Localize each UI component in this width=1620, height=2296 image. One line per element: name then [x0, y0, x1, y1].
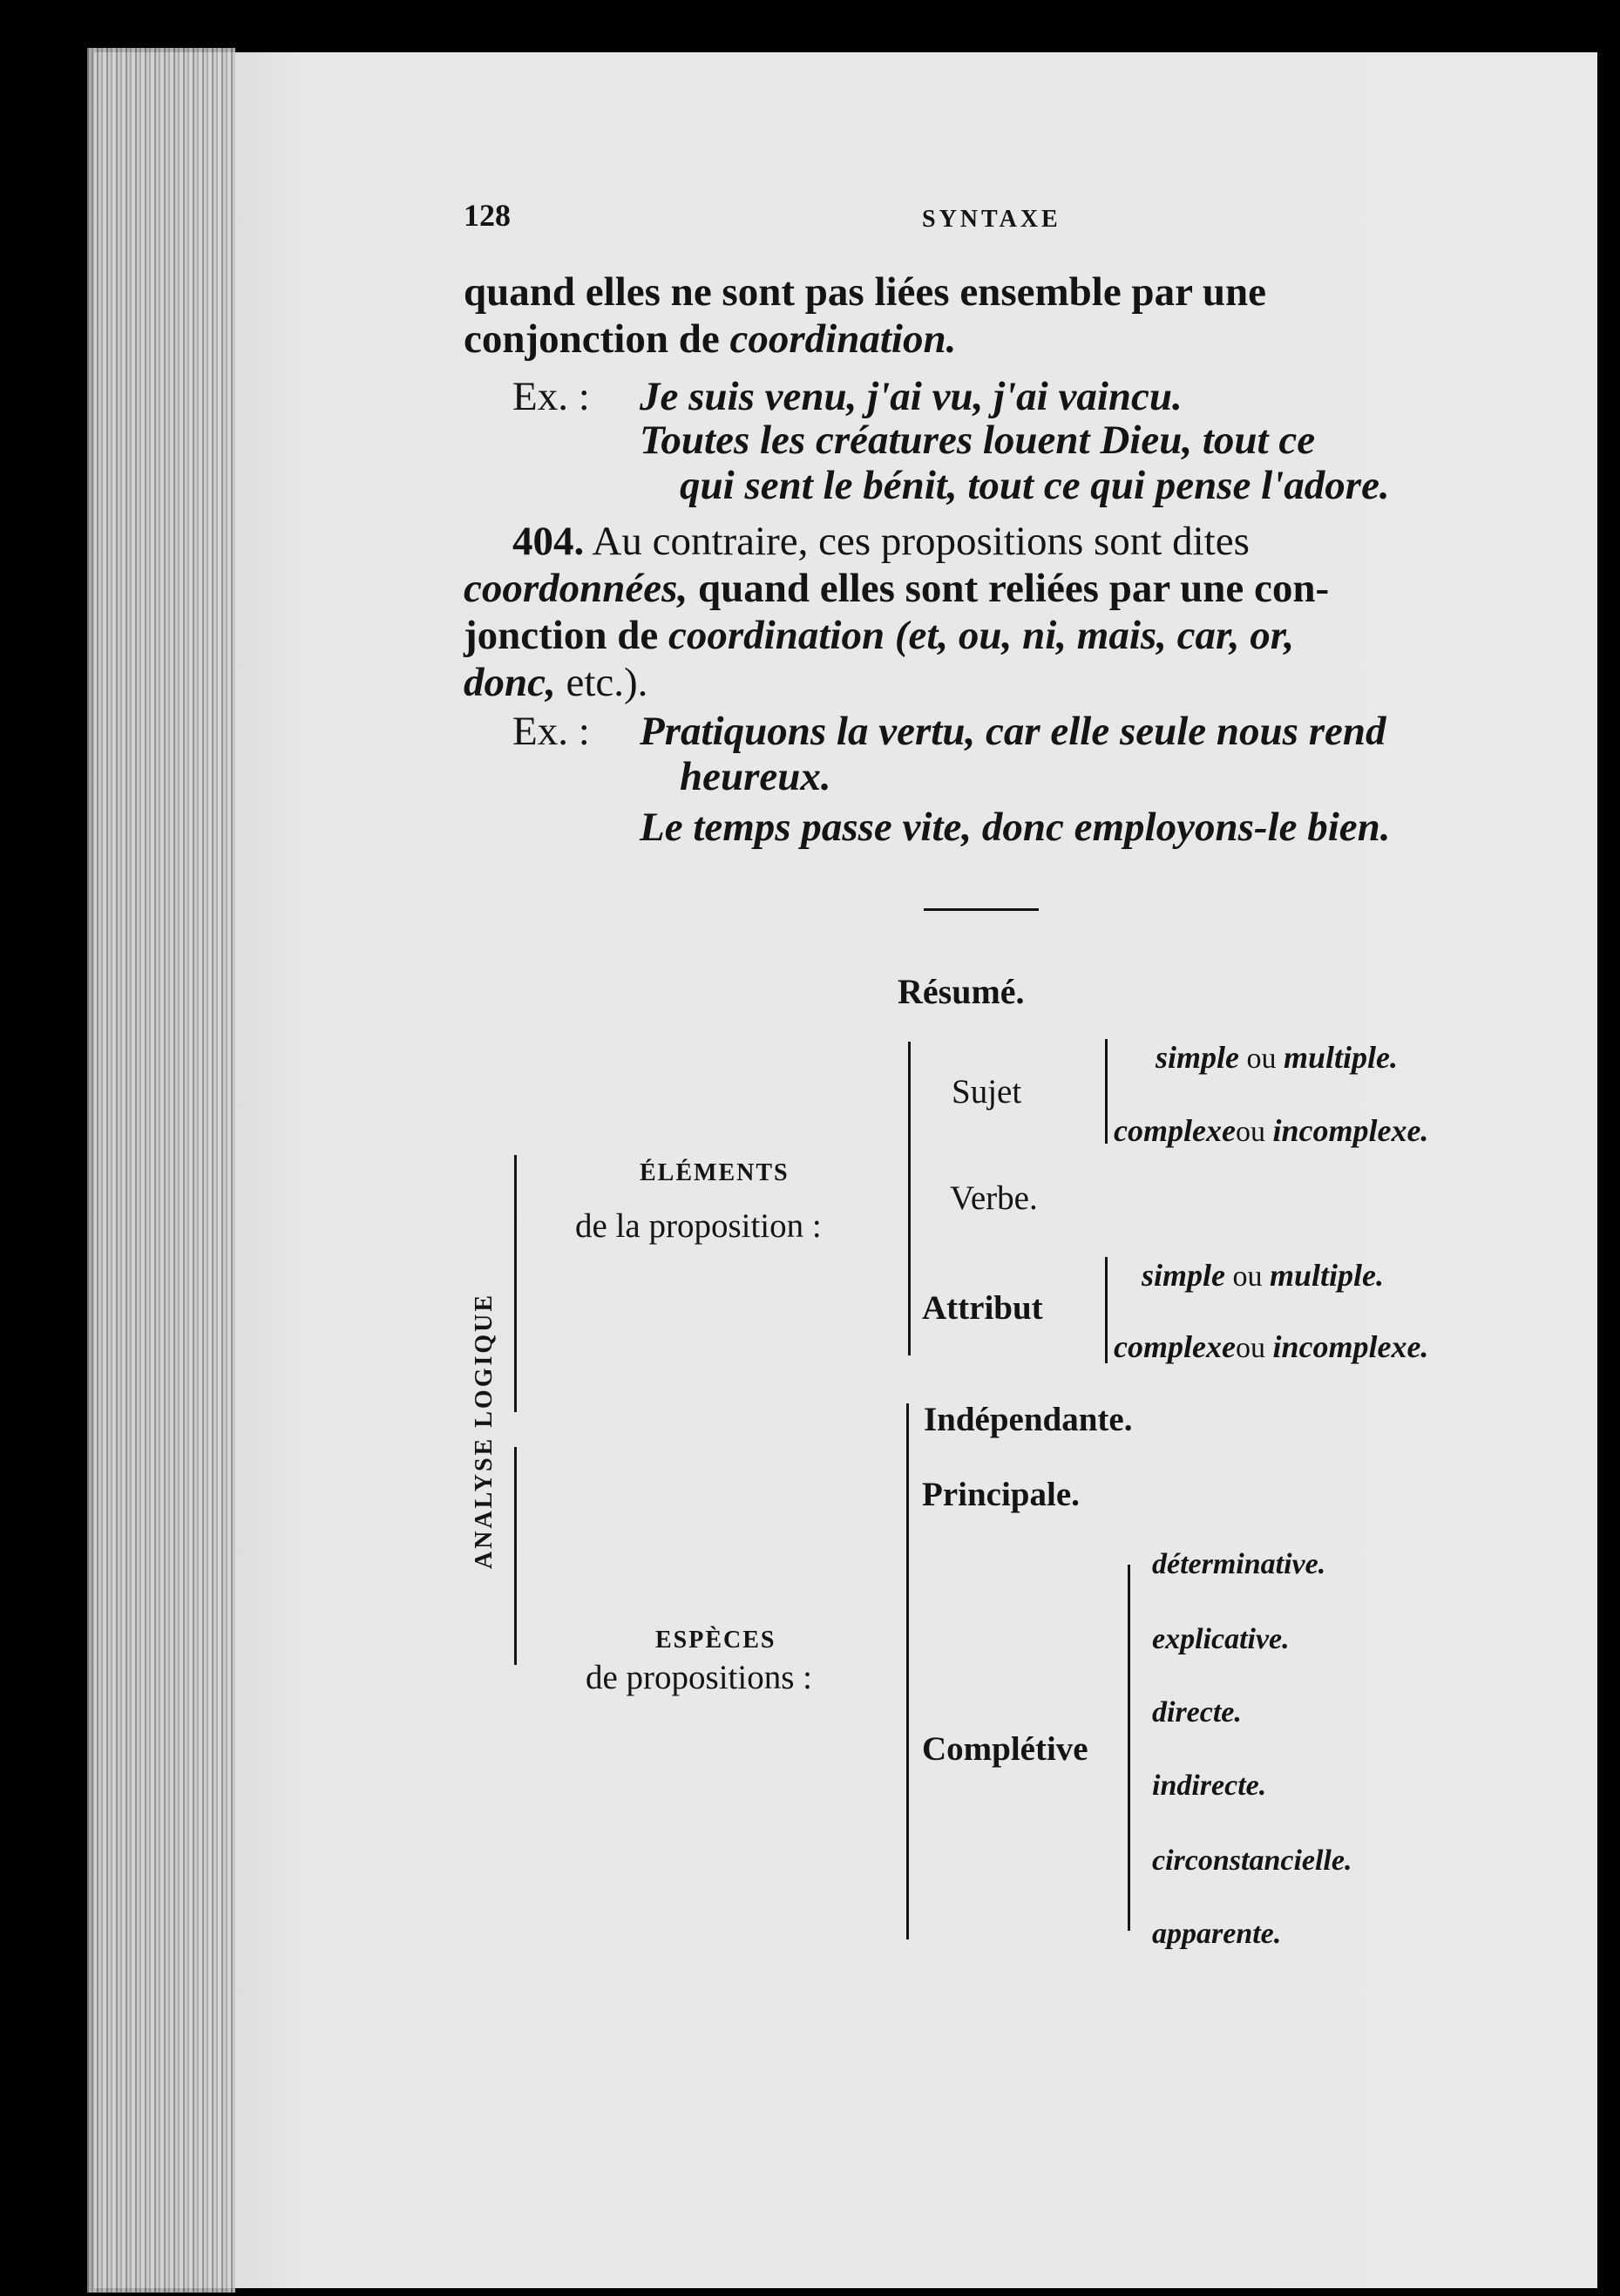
text-span: donc,	[464, 660, 556, 705]
text-span: coordination (et, ou, ni, mais, car, or,	[668, 613, 1295, 658]
item-attribut: Attribut	[922, 1289, 1043, 1327]
completive-type: directe.	[1152, 1696, 1242, 1729]
summary-title: Résumé.	[898, 972, 1025, 1011]
brace-sujet	[1105, 1039, 1108, 1144]
completive-type: explicative.	[1152, 1623, 1290, 1655]
text-span: complexe	[1114, 1113, 1236, 1148]
text-span: simple	[1156, 1040, 1239, 1075]
elements-title: ÉLÉMENTS	[640, 1159, 790, 1186]
text-span: complexe	[1114, 1329, 1236, 1364]
text-span: ou	[1225, 1260, 1270, 1293]
paragraph-line	[512, 518, 1250, 565]
brace-elements-inner	[908, 1042, 911, 1355]
item-verbe: Verbe.	[950, 1179, 1038, 1217]
completive-type: apparente.	[1152, 1918, 1282, 1950]
item-independante: Indépendante.	[924, 1401, 1133, 1438]
attribut-option-2	[1114, 1328, 1428, 1365]
text-span: ou	[1235, 1332, 1273, 1364]
text-span: quand elles ne sont pas liées ensemble par une	[464, 269, 1266, 315]
brace-completive	[1128, 1565, 1130, 1931]
item-sujet: Sujet	[952, 1073, 1022, 1111]
text-span: jonction de	[464, 613, 668, 658]
especes-subtitle: de propositions :	[586, 1659, 812, 1696]
especes-title: ESPÈCES	[655, 1627, 776, 1654]
text-span: ou	[1235, 1116, 1273, 1148]
text-span: incomplexe.	[1272, 1113, 1429, 1148]
brace-especes-inner	[906, 1403, 909, 1939]
page-number: 128	[464, 198, 511, 233]
example-line: heureux.	[680, 754, 831, 799]
completive-type: indirecte.	[1152, 1770, 1267, 1802]
text-span: quand elles sont reliées par une con-	[688, 566, 1330, 611]
elements-subtitle: de la proposition :	[575, 1207, 822, 1245]
analyse-logique-label: ANALYSE LOGIQUE	[471, 1292, 498, 1569]
example-line: Je suis venu, j'ai vu, j'ai vaincu.	[640, 374, 1183, 419]
text-span: multiple.	[1270, 1258, 1385, 1293]
example-line: Toutes les créatures louent Dieu, tout ce	[640, 418, 1316, 463]
running-title: SYNTAXE	[922, 206, 1061, 233]
item-principale: Principale.	[922, 1476, 1080, 1513]
text-span: multiple.	[1284, 1040, 1399, 1075]
page-stack-edge	[87, 48, 235, 2293]
attribut-option-1	[1142, 1257, 1384, 1294]
paragraph-number: 404.	[512, 519, 585, 564]
section-divider	[924, 908, 1039, 911]
text-span: coordination.	[729, 316, 957, 362]
text-span: Au contraire, ces propositions sont dites	[584, 519, 1250, 564]
paragraph-line	[464, 659, 647, 706]
example-label: Ex. :	[512, 709, 590, 754]
text-span: ou	[1239, 1043, 1284, 1075]
body-line	[464, 316, 956, 363]
text-span: incomplexe.	[1272, 1329, 1429, 1364]
example-line: Le temps passe vite, donc employons-le bien.	[640, 805, 1391, 850]
item-completive: Complétive	[922, 1730, 1088, 1768]
sujet-option-2	[1114, 1112, 1428, 1149]
paragraph-line	[464, 612, 1294, 659]
completive-type: déterminative.	[1152, 1548, 1326, 1580]
sujet-option-1	[1156, 1039, 1398, 1076]
example-line: Pratiquons la vertu, car elle seule nous rend	[640, 709, 1386, 754]
completive-type: circonstancielle.	[1152, 1844, 1352, 1877]
brace-elements-outer	[514, 1155, 517, 1412]
text-span: conjonction de	[464, 316, 730, 362]
brace-attribut	[1105, 1257, 1108, 1363]
text-span: etc.).	[555, 660, 648, 705]
text-span: coordonnées,	[464, 566, 688, 611]
brace-especes-outer	[514, 1447, 517, 1665]
example-line: qui sent le bénit, tout ce qui pense l'adore.	[680, 463, 1390, 508]
text-span: simple	[1142, 1258, 1225, 1293]
example-label: Ex. :	[512, 374, 590, 419]
body-line	[464, 268, 1499, 316]
paragraph-line	[464, 565, 1329, 612]
